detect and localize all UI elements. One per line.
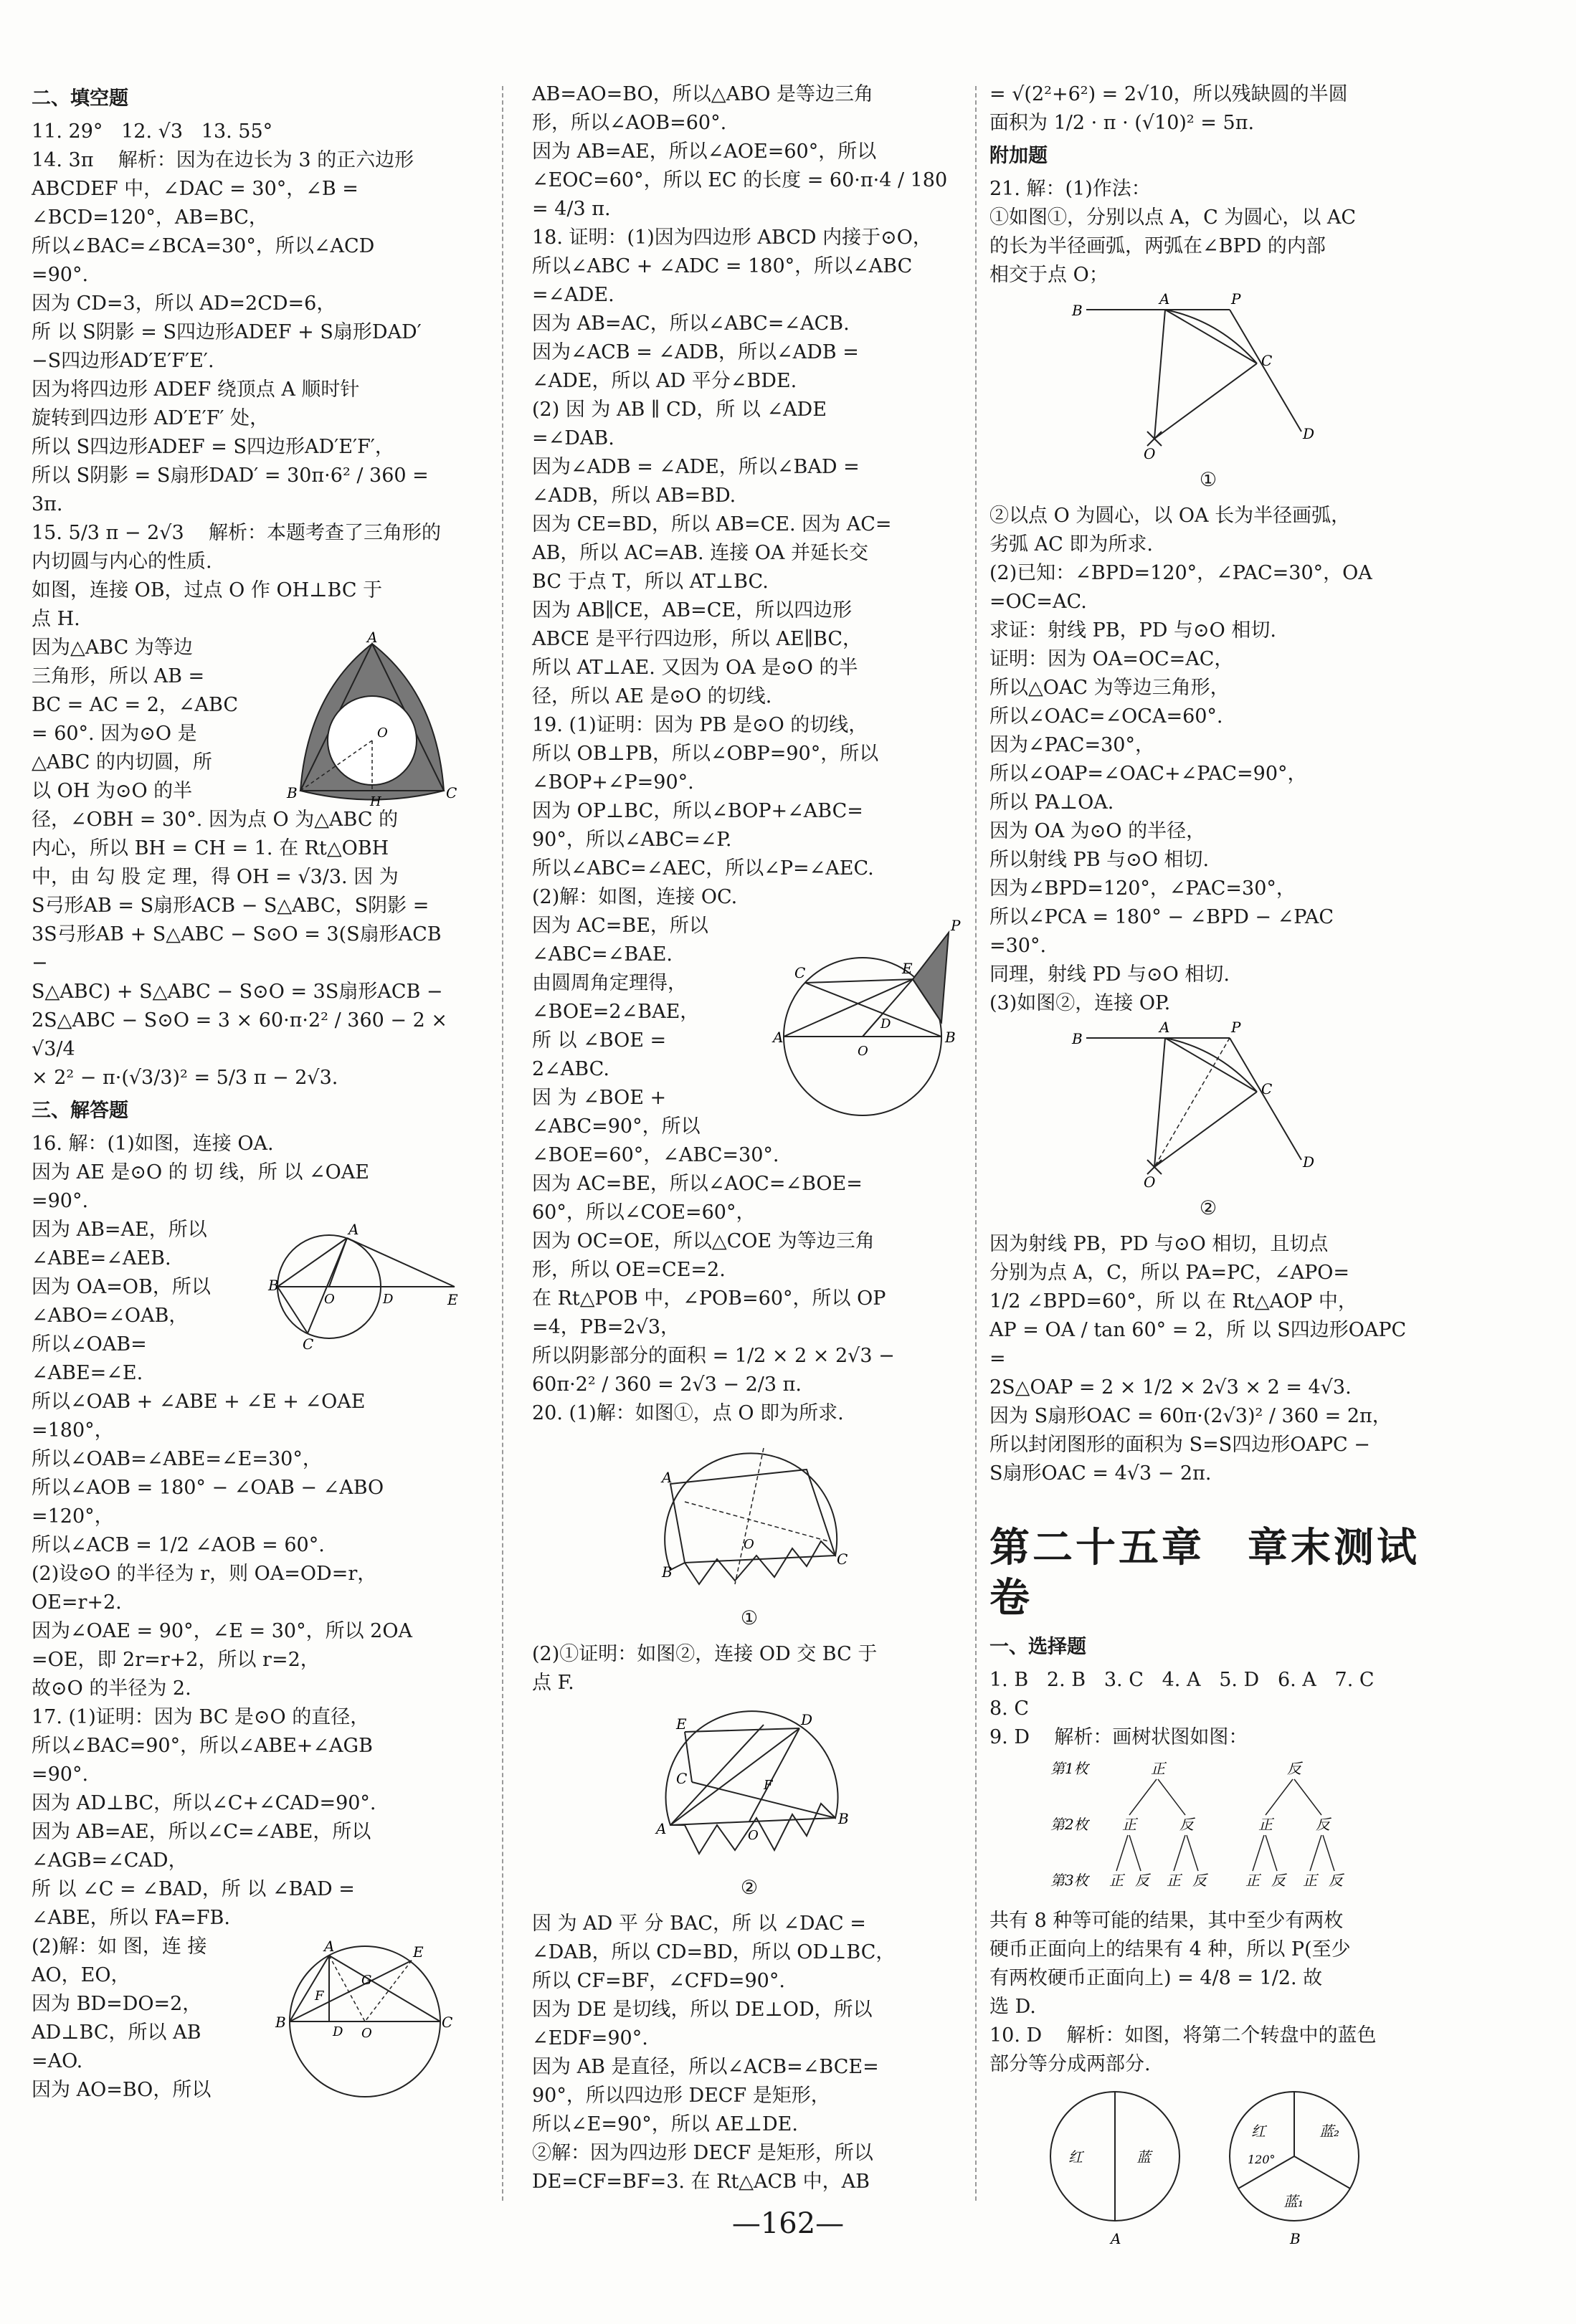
svg-text:B: B <box>268 1277 279 1294</box>
tangent-arc-figure-2 <box>1072 1019 1344 1191</box>
text-line: 形，所以 OE=CE=2. <box>532 1259 726 1281</box>
tree-node: 反 <box>1135 1872 1149 1889</box>
text-line: ∠EDF=90°. <box>532 2027 648 2049</box>
reuleaux-incircle-figure <box>283 629 462 809</box>
text-line: △ABC 的内切圆，所 <box>32 751 212 773</box>
q19-block <box>532 711 967 1399</box>
tree-node: 正 <box>1122 1816 1136 1833</box>
text-line: 因为∠PAC=30°， <box>989 734 1154 756</box>
text-line: 径，∠OBH = 30°. 因为点 O 为△ABC 的 <box>32 809 399 831</box>
text-line: ABCDEF 中，∠DAC = 30°，∠B = <box>32 178 359 200</box>
svg-text:O: O <box>858 1044 868 1059</box>
text-line: OE=r+2. <box>32 1591 122 1614</box>
text-line: 2S△ABC − S⊙O = 3 × 60·π·2² / 360 − 2 × √3/4 <box>32 1009 454 1060</box>
text-line: 部分等分成两部分. <box>989 2053 1151 2075</box>
text-line: ∠DAB，所以 CD=BD，所以 OD⊥BC， <box>532 1941 896 1963</box>
text-line: 所以封闭图形的面积为 S=S四边形OAPC − <box>989 1434 1370 1456</box>
svg-text:A: A <box>324 1938 335 1955</box>
text-line: 90°，所以四边形 DECF 是矩形， <box>532 2085 830 2107</box>
text-line: 因为 CE=BD，所以 AB=CE. 因为 AC= <box>532 513 892 535</box>
text-line: ∠ADE，所以 AD 平分∠BDE. <box>532 370 797 392</box>
text-line: 分别为点 A，C，所以 PA=PC，∠APO= <box>989 1262 1350 1284</box>
text-line: ∠BCD=120°，AB=BC， <box>32 206 268 229</box>
text-line: =OC=AC. <box>989 591 1087 613</box>
tree-row-label: 第1枚 <box>1050 1760 1088 1777</box>
text-line: 由圆周角定理得， <box>532 972 687 994</box>
text-line: =∠DAB. <box>532 427 614 449</box>
figure-caption: ① <box>1199 469 1217 491</box>
text-line: 15. 5/3 π − 2√3 解析：本题考查了三角形的 <box>32 522 441 544</box>
column-divider <box>502 86 503 2201</box>
text-line: 19. (1)证明：因为 PB 是⊙O 的切线， <box>532 714 868 736</box>
text-line: 17. (1)证明：因为 BC 是⊙O 的直径， <box>32 1706 370 1728</box>
coin-tree-diagram <box>1043 1758 1373 1901</box>
text-line: 所以 AT⊥AE. 又因为 OA 是⊙O 的半 <box>532 657 858 679</box>
text-line: AD⊥BC，所以 AB <box>32 2021 201 2044</box>
svg-text:C: C <box>446 784 457 801</box>
text-line: =90°. <box>32 264 89 286</box>
svg-text:C: C <box>837 1551 848 1568</box>
text-line: ∠BOE=2∠BAE， <box>532 1001 700 1023</box>
svg-text:P: P <box>1231 290 1241 308</box>
text-line: =∠ADE. <box>532 284 614 306</box>
text-line: 形，所以∠AOB=60°. <box>532 112 727 134</box>
tree-node: 反 <box>1192 1872 1207 1889</box>
section-heading-fill-in: 二、填空题 <box>32 87 128 110</box>
text-line: ∠ADB，所以 AB=BD. <box>532 485 736 507</box>
text-line: 因为 AB=AE，所以∠C=∠ABE，所以 <box>32 1821 371 1843</box>
svg-text:O: O <box>361 2026 372 2041</box>
text-line: 所以阴影部分的面积 = 1/2 × 2 × 2√3 − <box>532 1345 895 1367</box>
svg-text:F: F <box>315 1989 324 2004</box>
svg-text:O: O <box>748 1828 759 1843</box>
svg-text:C: C <box>303 1335 314 1353</box>
text-line: S扇形OAC = 4√3 − 2π. <box>989 1462 1212 1485</box>
text-line: BC = AC = 2，∠ABC <box>32 694 239 716</box>
text-line: 因为 OA 为⊙O 的半径， <box>989 820 1206 842</box>
text-line: =180°， <box>32 1419 114 1442</box>
tangent-arc-figure-1 <box>1072 290 1344 462</box>
text-line: 所以 S阴影 = S扇形DAD′ = 30π·6² / 360 = 3π. <box>32 465 435 515</box>
text-line: = 60°. 因为⊙O 是 <box>32 723 197 745</box>
text-line: 因为 AO=BO，所以 <box>32 2079 212 2101</box>
text-line: 硬币正面向上的结果有 4 种，所以 P(至少 <box>989 1938 1351 1961</box>
tree-node: 反 <box>1329 1872 1343 1889</box>
section-heading-solve: 三、解答题 <box>32 1100 128 1122</box>
text-line: (2) 因 为 AB ∥ CD，所 以 ∠ADE <box>532 399 827 421</box>
text-line: 因为 AB=AC，所以∠ABC=∠ACB. <box>532 313 850 335</box>
text-line: 因为 S扇形OAC = 60π·(2√3)² / 360 = 2π， <box>989 1405 1392 1427</box>
text-line: 21. 解：(1)作法： <box>989 178 1151 200</box>
text-line: 所以∠ABC + ∠ADC = 180°，所以∠ABC <box>532 255 913 277</box>
spinner-label-blue: 蓝 <box>1136 2148 1151 2166</box>
svg-text:C: C <box>442 2014 453 2031</box>
svg-text:D: D <box>333 2024 343 2039</box>
spinner-label-a: A <box>1111 2230 1121 2247</box>
text-line: 因为 AD⊥BC，所以∠C+∠CAD=90°. <box>32 1792 376 1814</box>
svg-text:A: A <box>1159 290 1170 308</box>
text-line: 因为 AC=BE，所以∠AOC=∠BOE= <box>532 1173 863 1195</box>
text-line: = √(2²+6²) = 2√10，所以残缺圆的半圆 <box>989 83 1348 105</box>
spinner-label-b: B <box>1290 2230 1301 2247</box>
text-line: ∠ABC=90°，所以 <box>532 1115 701 1138</box>
svg-text:P: P <box>951 917 961 934</box>
text-line: 在 Rt△POB 中，∠POB=60°，所以 OP <box>532 1287 886 1310</box>
svg-text:E: E <box>676 1715 687 1733</box>
text-line: 所以∠OAB=∠ABE=∠E=30°， <box>32 1448 322 1470</box>
svg-text:D: D <box>1303 425 1315 442</box>
text-line: 因为将四边形 ADEF 绕顶点 A 顺时针 <box>32 378 360 401</box>
tree-node: 正 <box>1245 1872 1260 1889</box>
text-line: 2S△OAP = 2 × 1/2 × 2√3 × 2 = 4√3. <box>989 1376 1352 1399</box>
text-line: 因为 CD=3，所以 AD=2CD=6， <box>32 292 336 315</box>
svg-text:C: C <box>1261 1080 1273 1097</box>
text-line: 旋转到四边形 AD′E′F′ 处， <box>32 407 270 429</box>
svg-text:C: C <box>676 1770 688 1787</box>
svg-text:O: O <box>324 1292 335 1307</box>
text-line: 因为 OC=OE，所以△COE 为等边三角 <box>532 1230 875 1252</box>
text-line: ∠ABE=∠E. <box>32 1362 143 1384</box>
page-number: —162— <box>731 2207 845 2240</box>
text-line: 因为 OP⊥BC，所以∠BOP+∠ABC= <box>532 800 863 822</box>
text-line: 因为 DE 是切线，所以 DE⊥OD，所以 <box>532 1999 873 2021</box>
text-line: 所以∠AOB = 180° − ∠OAB − ∠ABO <box>32 1477 384 1499</box>
q16-block <box>32 1130 462 1703</box>
text-line: 14. 3π 解析：因为在边长为 3 的正六边形 <box>32 149 414 171</box>
text-line: AO，EO， <box>32 1964 130 1986</box>
text-line: −S四边形AD′E′F′E′. <box>32 350 214 372</box>
tree-node: 正 <box>1258 1816 1273 1833</box>
text-line: 所以∠BAC=90°，所以∠ABE+∠AGB <box>32 1735 373 1757</box>
circle-tangent-shaded-figure <box>773 915 967 1130</box>
text-line: 求证：射线 PB，PD 与⊙O 相切. <box>989 619 1276 642</box>
svg-text:H: H <box>370 794 381 809</box>
text-line: =90°. <box>32 1763 89 1786</box>
text-line: DE=CF=BF=3. 在 Rt△ACB 中，AB <box>532 2171 870 2193</box>
text-line: × 2² − π·(√3/3)² = 5/3 π − 2√3. <box>32 1067 338 1089</box>
svg-text:B: B <box>945 1029 956 1046</box>
text-line: 所以∠PCA = 180° − ∠BPD − ∠PAC <box>989 906 1334 928</box>
spinner-label-blue1: 蓝₁ <box>1283 2193 1304 2210</box>
text-line: (2)已知：∠BPD=120°，∠PAC=30°，OA <box>989 562 1372 584</box>
text-line: 共有 8 种等可能的结果，其中至少有两枚 <box>989 1910 1344 1932</box>
text-line: 所以∠OAB + ∠ABE + ∠E + ∠OAE <box>32 1391 366 1413</box>
text-line: ∠BOE=60°，∠ABC=30°. <box>532 1144 779 1166</box>
chapter-title: 第二十五章 章末测试卷 <box>989 1524 1420 1621</box>
text-line: =AO. <box>32 2050 83 2072</box>
text-line: BC 于点 T，所以 AT⊥BC. <box>532 571 769 593</box>
text-line: ∠BOP+∠P=90°. <box>532 771 694 794</box>
broken-circle-figure-2 <box>642 1703 857 1868</box>
text-line: 10. D 解析：如图，将第二个转盘中的蓝色 <box>989 2024 1377 2047</box>
column-middle <box>532 80 967 2196</box>
text-line: =OE，即 2r=r+2，所以 r=2， <box>32 1649 320 1671</box>
answer-line: 8. C <box>989 1697 1030 1720</box>
svg-text:B: B <box>838 1810 849 1827</box>
text-line: 所以 S四边形ADEF = S四边形AD′E′F′， <box>32 436 394 458</box>
answer-line: 1. B 2. B 3. C 4. A 5. D 6. A 7. C <box>989 1669 1375 1691</box>
text-line: 内切圆与内心的性质. <box>32 551 212 573</box>
svg-text:D: D <box>880 1016 891 1032</box>
text-line: AP = OA / tan 60° = 2，所 以 S四边形OAPC = <box>989 1319 1413 1370</box>
spinner-angle-label: 120° <box>1248 2153 1276 2166</box>
svg-text:B: B <box>287 784 298 801</box>
q17-continued <box>532 80 967 224</box>
svg-text:B: B <box>275 2014 286 2031</box>
text-line: ∠ABC=∠BAE. <box>532 943 673 966</box>
answer-line: 11. 29° 12. √3 13. 55° <box>32 120 273 143</box>
text-line: ∠AGB=∠CAD， <box>32 1849 188 1872</box>
text-line: 中，由 勾 股 定 理，得 OH = √3/3. 因 为 <box>32 866 399 888</box>
svg-text:D: D <box>383 1292 394 1307</box>
tree-node: 正 <box>1167 1872 1181 1889</box>
text-line: 所以∠ACB = 1/2 ∠AOB = 60°. <box>32 1534 325 1556</box>
svg-text:O: O <box>1144 1173 1156 1191</box>
text-line: AB=AO=BO，所以△ABO 是等边三角 <box>532 83 874 105</box>
svg-text:A: A <box>773 1029 784 1046</box>
svg-text:E: E <box>902 960 913 977</box>
column-right <box>989 80 1427 2255</box>
text-line: 所以∠ABC=∠AEC，所以∠P=∠AEC. <box>532 857 874 880</box>
text-line: 因 为 ∠BOE + <box>532 1087 667 1109</box>
text-line: 因为∠BPD=120°，∠PAC=30°， <box>989 877 1296 900</box>
text-line: ABCE 是平行四边形，所以 AE∥BC， <box>532 628 863 650</box>
svg-text:G: G <box>361 1973 372 1988</box>
q14-block <box>32 146 462 519</box>
text-line: ②解：因为四边形 DECF 是矩形，所以 <box>532 2142 873 2164</box>
text-line: =30°. <box>989 935 1047 957</box>
text-line: 因为射线 PB，PD 与⊙O 相切，且切点 <box>989 1233 1329 1255</box>
text-line: 所以△OAC 为等边三角形， <box>989 677 1230 699</box>
text-line: 有两枚硬币正面向上) = 4/8 = 1/2. 故 <box>989 1967 1323 1989</box>
q15-block <box>32 519 462 1092</box>
text-line: ∠ABE=∠AEB. <box>32 1247 171 1270</box>
text-line: 因 为 AD 平 分 BAC，所 以 ∠DAC = <box>532 1913 866 1935</box>
text-line: 故⊙O 的半径为 2. <box>32 1677 191 1700</box>
svg-text:O: O <box>744 1537 754 1552</box>
text-line: S△ABC) + S△ABC − S⊙O = 3S扇形ACB − <box>32 981 443 1003</box>
svg-text:A: A <box>367 629 378 646</box>
text-line: 相交于点 O； <box>989 264 1109 286</box>
text-line: 18. 证明：(1)因为四边形 ABCD 内接于⊙O， <box>532 227 932 249</box>
text-line: 因为 AB 是直径，所以∠ACB=∠BCE= <box>532 2056 879 2078</box>
text-line: 三角形，所以 AB = <box>32 665 205 687</box>
text-line: 1/2 ∠BPD=60°，所 以 在 Rt△AOP 中， <box>989 1290 1357 1313</box>
text-line: 60π·2² / 360 = 2√3 − 2/3 π. <box>532 1373 802 1396</box>
text-line: 径，所以 AE 是⊙O 的切线. <box>532 685 772 708</box>
text-line: 面积为 1/2 · π · (√10)² = 5π. <box>989 112 1255 134</box>
figure-caption: ② <box>1199 1197 1217 1219</box>
tree-node: 正 <box>1303 1872 1317 1889</box>
text-line: 证明：因为 OA=OC=AC， <box>989 648 1234 670</box>
text-line: ∠ABE，所以 FA=FB. <box>32 1907 230 1929</box>
text-line: ②以点 O 为圆心，以 OA 长为半径画弧， <box>989 505 1351 527</box>
text-line: 的长为半径画弧，两弧在∠BPD 的内部 <box>989 235 1326 257</box>
text-line: 所以∠OAP=∠OAC+∠PAC=90°， <box>989 763 1307 785</box>
svg-text:E: E <box>413 1943 424 1961</box>
figure-caption: ② <box>740 1877 759 1899</box>
text-line: 所 以 ∠BOE = <box>532 1029 667 1052</box>
text-line: 所以 PA⊥OA. <box>989 791 1114 814</box>
svg-text:E: E <box>447 1291 458 1308</box>
text-line: AB，所以 AC=AB. 连接 OA 并延长交 <box>532 542 869 564</box>
tree-row-label: 第2枚 <box>1050 1816 1088 1833</box>
text-line: 所以∠E=90°，所以 AE⊥DE. <box>532 2113 798 2135</box>
text-line: 因为∠ACB = ∠ADB，所以∠ADB = <box>532 341 859 363</box>
text-line: 所以∠BAC=∠BCA=30°，所以∠ACD <box>32 235 375 257</box>
tree-node: 反 <box>1271 1872 1286 1889</box>
circle-chord-figure <box>275 1935 462 2100</box>
text-line: 因为 AB∥CE，AB=CE，所以四边形 <box>532 599 853 622</box>
tree-row-label: 第3枚 <box>1050 1872 1088 1889</box>
text-line: 所以 OB⊥PB，所以∠OBP=90°，所以 <box>532 743 879 765</box>
text-line: 因为△ABC 为等边 <box>32 637 193 659</box>
section-heading-choice: 一、选择题 <box>989 1636 1086 1658</box>
svg-text:F: F <box>764 1778 773 1793</box>
text-line: (2)①证明：如图②，连接 OD 交 BC 于 <box>532 1643 878 1665</box>
text-line: 所以∠OAB= <box>32 1333 147 1356</box>
svg-text:O: O <box>1144 445 1156 462</box>
text-line: 16. 解：(1)如图，连接 OA. <box>32 1133 274 1155</box>
text-line: =4，PB=2√3， <box>532 1316 680 1338</box>
text-line: 90°，所以∠ABC=∠P. <box>532 829 732 851</box>
text-line: 因为 AB=AE，所以 <box>32 1219 207 1241</box>
text-line: (2)解：如图，连接 OC. <box>532 886 738 908</box>
text-line: 所以 CF=BF，∠CFD=90°. <box>532 1970 785 1992</box>
text-line: =120°， <box>32 1505 114 1528</box>
column-divider <box>975 86 977 2201</box>
text-line: 因为 AC=BE，所以 <box>532 915 708 937</box>
text-line: 因为∠ADB = ∠ADE，所以∠BAD = <box>532 456 860 478</box>
q21-block <box>989 175 1427 1488</box>
text-line: 点 F. <box>532 1672 574 1694</box>
svg-text:P: P <box>1231 1019 1241 1036</box>
text-line: 因为 AE 是⊙O 的 切 线，所 以 ∠OAE <box>32 1161 370 1184</box>
text-line: =90°. <box>32 1190 89 1212</box>
text-line: 以 OH 为⊙O 的半 <box>32 780 193 802</box>
q20-block <box>532 1399 967 2196</box>
text-line: 所以射线 PB 与⊙O 相切. <box>989 849 1210 871</box>
svg-text:C: C <box>1261 352 1273 369</box>
text-line: 2∠ABC. <box>532 1058 609 1080</box>
text-line: 如图，连接 OB，过点 O 作 OH⊥BC 于 <box>32 579 383 601</box>
tree-node: 正 <box>1109 1872 1124 1889</box>
text-line: 同理，射线 PD 与⊙O 相切. <box>989 963 1230 986</box>
text-line: 内心，所以 BH = CH = 1. 在 Rt△OBH <box>32 837 389 859</box>
svg-text:D: D <box>1303 1153 1315 1171</box>
svg-text:B: B <box>1072 1030 1083 1047</box>
text-line: 因为 OA=OB，所以 <box>32 1276 211 1298</box>
text-line: 选 D. <box>989 1996 1036 2018</box>
text-line: 因为 BD=DO=2， <box>32 1993 202 2015</box>
tree-node: 反 <box>1179 1816 1194 1833</box>
svg-text:B: B <box>1072 302 1083 319</box>
svg-text:A: A <box>662 1469 673 1486</box>
broken-circle-figure-1 <box>642 1434 857 1599</box>
svg-text:A: A <box>1159 1019 1170 1036</box>
q18-block <box>532 224 967 711</box>
spinner-label-blue2: 蓝₂ <box>1319 2123 1340 2140</box>
tree-node: 反 <box>1287 1760 1301 1777</box>
text-line: 点 H. <box>32 608 80 630</box>
text-line: (3)如图②，连接 OP. <box>989 992 1171 1014</box>
text-line: 3S弓形AB + S△ABC − S⊙O = 3(S扇形ACB − <box>32 923 448 974</box>
spinner-label-red: 红 <box>1251 2123 1266 2140</box>
text-line: ∠EOC=60°，所以 EC 的长度 = 60·π·4 / 180 <box>532 169 948 191</box>
column-left <box>32 80 462 2105</box>
text-line: = 4/3 π. <box>532 198 611 220</box>
text-line: 因为∠OAE = 90°，∠E = 30°，所以 2OA <box>32 1620 412 1642</box>
svg-text:D: D <box>801 1711 813 1728</box>
section-heading-extra: 附加题 <box>989 145 1048 167</box>
text-line: 所 以 ∠C = ∠BAD，所 以 ∠BAD = <box>32 1878 355 1900</box>
tree-node: 反 <box>1316 1816 1330 1833</box>
answer-line: 9. D 解析：画树状图如图： <box>989 1726 1248 1748</box>
text-line: 60°，所以∠COE=60°， <box>532 1201 756 1224</box>
circle-tangent-figure <box>268 1219 462 1355</box>
text-line: 所以∠OAC=∠OCA=60°. <box>989 705 1223 728</box>
text-line: 所 以 S阴影 = S四边形ADEF + S扇形DAD′ <box>32 321 422 343</box>
svg-text:B: B <box>662 1563 673 1581</box>
text-line: S弓形AB = S扇形ACB − S△ABC，S阴影 = <box>32 895 429 917</box>
text-line: (2)设⊙O 的半径为 r，则 OA=OD=r， <box>32 1563 377 1585</box>
svg-text:A: A <box>656 1820 667 1837</box>
tree-node: 正 <box>1151 1760 1165 1777</box>
svg-text:A: A <box>348 1221 359 1238</box>
text-line: ①如图①，分别以点 A，C 为圆心，以 AC <box>989 206 1357 229</box>
spinner-label-red: 红 <box>1068 2148 1083 2166</box>
svg-text:C: C <box>794 964 806 981</box>
text-line: 因为 AB=AE，所以∠AOE=60°，所以 <box>532 141 877 163</box>
svg-text:O: O <box>377 725 388 740</box>
text-line: 20. (1)解：如图①，点 O 即为所求. <box>532 1402 844 1424</box>
q17-block <box>32 1703 462 2105</box>
text-line: (2)解：如 图，连 接 <box>32 1935 207 1958</box>
text-line: 劣弧 AC 即为所求. <box>989 533 1153 556</box>
figure-caption: ① <box>740 1607 759 1629</box>
text-line: ∠ABO=∠OAB， <box>32 1305 189 1327</box>
